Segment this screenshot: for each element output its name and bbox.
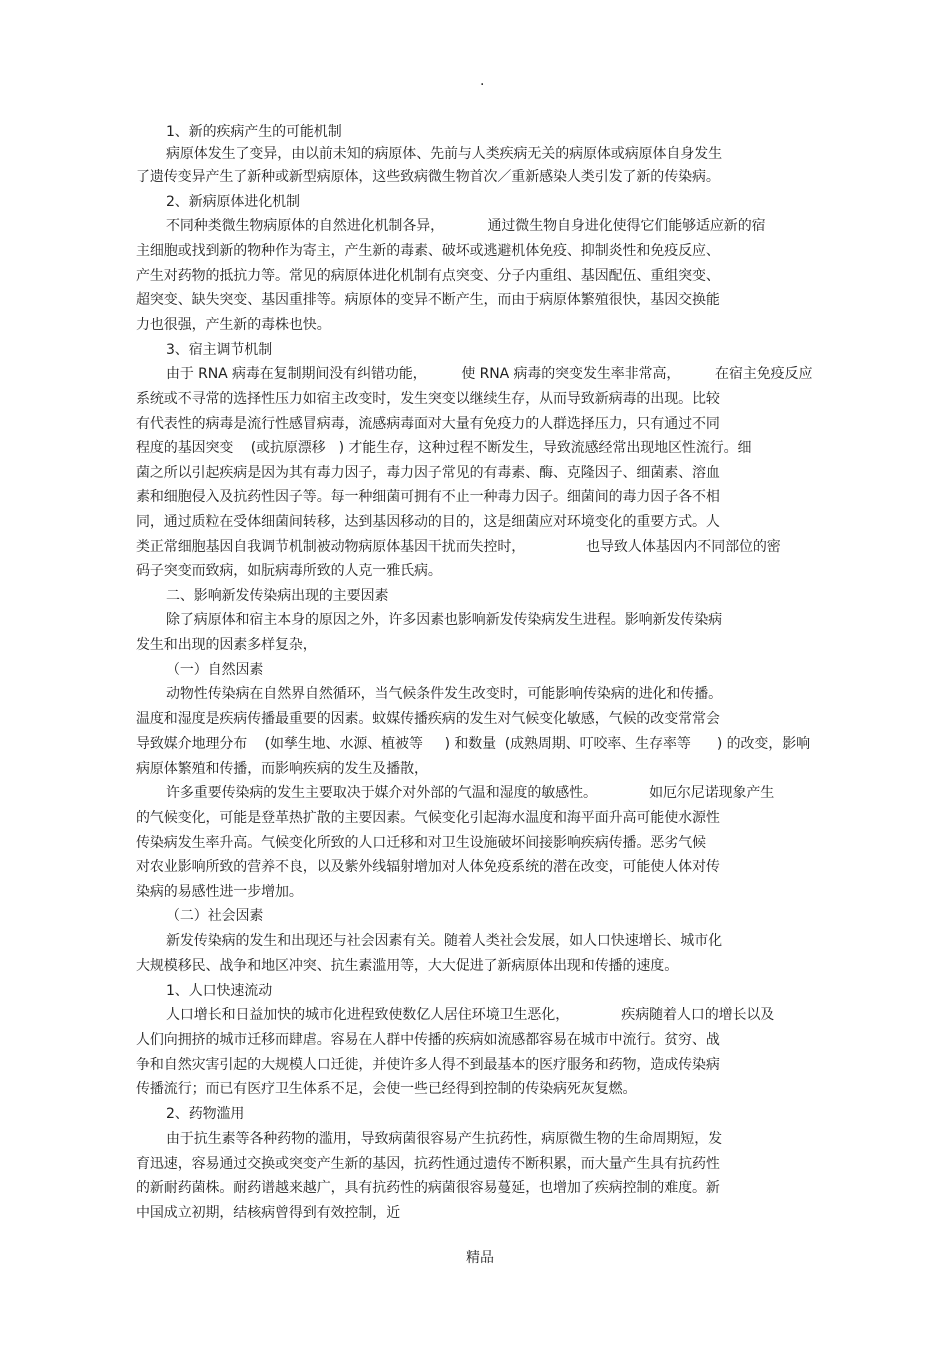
text-line: 码子突变而致病，如朊病毒所致的人克一雅氏病。 [136,563,442,579]
text-line: 的新耐药菌株。耐药谱越来越广，具有抗药性的病菌很容易蔓延，也增加了疾病控制的难度。新 [136,1180,720,1196]
text-line: 温度和湿度是疾病传播最重要的因素。蚊媒传播疾病的发生对气候变化敏感，气候的改变常常会 [136,711,720,727]
text-line: 人口增长和日益加快的城市化进程致使数亿人居住环境卫生恶化， 疾病随着人口的增长以及 [166,1007,775,1023]
text-line: 许多重要传染病的发生主要取决于媒介对外部的气温和湿度的敏感性。 如厄尔尼诺现象产生 [166,785,775,801]
text-line: 传染病发生率升高。气候变化所致的人口迁移和对卫生设施破坏间接影响疾病传播。恶劣气候 [136,835,706,851]
text-line: 导致媒介地理分布 (如孳生地、水源、植被等 ) 和数量 (成熟周期、叮咬率、生存率等 ) 的改变，影响 [136,736,810,752]
text-line: 力也很强，产生新的毒株也快。 [136,317,331,333]
text-line: （一）自然因素 [166,662,264,678]
text-line: 3、宿主调节机制 [166,342,273,358]
text-line: 的气候变化，可能是登革热扩散的主要因素。气候变化引起海水温度和海平面升高可能使水源性 [136,810,720,826]
text-line: 发生和出现的因素多样复杂， [136,637,317,653]
text-line: 新发传染病的发生和出现还与社会因素有关。随着人类社会发展，如人口快速增长、城市化 [166,933,722,949]
text-line: 2、药物滥用 [166,1106,245,1122]
text-line: 动物性传染病在自然界自然循环，当气候条件发生改变时，可能影响传染病的进化和传播。 [166,686,722,702]
page-footer: 精品 [466,1250,494,1266]
text-line: 由于 RNA 病毒在复制期间没有纠错功能， 使 RNA 病毒的突变发生率非常高， 在宿主免疫反应 [166,366,813,382]
text-line: 人们向拥挤的城市迁移而肆虐。容易在人群中传播的疾病如流感都容易在城市中流行。贫穷、战 [136,1032,720,1048]
text-line: 二、影响新发传染病出现的主要因素 [166,588,389,604]
text-line: 系统或不寻常的选择性压力如宿主改变时，发生突变以继续生存，从而导致新病毒的出现。比较 [136,391,720,407]
text-line: 中国成立初期，结核病曾得到有效控制，近 [136,1205,401,1221]
text-line: 了遗传变异产生了新种或新型病原体，这些致病微生物首次／重新感染人类引发了新的传染病。 [136,169,720,185]
text-line: 争和自然灾害引起的大规模人口迁徙，并使许多人得不到最基本的医疗服务和药物，造成传染病 [136,1057,720,1073]
header-dot: . [480,73,485,89]
text-line: 同，通过质粒在受体细菌间转移，达到基因移动的目的，这是细菌应对环境变化的重要方式。人 [136,514,720,530]
text-line: 除了病原体和宿主本身的原因之外，许多因素也影响新发传染病发生进程。影响新发传染病 [166,612,722,628]
text-line: 病原体发生了变异，由以前未知的病原体、先前与人类疾病无关的病原体或病原体自身发生 [166,146,722,162]
text-line: 1、新的疾病产生的可能机制 [166,124,342,140]
text-line: 由于抗生素等各种药物的滥用，导致病菌很容易产生抗药性，病原微生物的生命周期短，发 [166,1131,722,1147]
text-line: 大规模移民、战争和地区冲突、抗生素滥用等，大大促进了新病原体出现和传播的速度。 [136,958,679,974]
text-line: 超突变、缺失突变、基因重排等。病原体的变异不断产生，而由于病原体繁殖很快，基因交换能 [136,292,720,308]
text-line: 对农业影响所致的营养不良，以及紫外线辐射增加对人体免疫系统的潜在改变，可能使人体对传 [136,859,720,875]
text-line: 素和细胞侵入及抗药性因子等。每一种细菌可拥有不止一种毒力因子。细菌间的毒力因子各不相 [136,489,720,505]
text-line: （二）社会因素 [166,908,264,924]
text-line: 不同种类微生物病原体的自然进化机制各异， 通过微生物自身进化使得它们能够适应新的宿 [166,218,766,234]
text-line: 病原体繁殖和传播，而影响疾病的发生及播散， [136,761,428,777]
text-line: 传播流行；而已有医疗卫生体系不足，会使一些已经得到控制的传染病死灰复燃。 [136,1081,637,1097]
text-line: 有代表性的病毒是流行性感冒病毒，流感病毒面对大量有免疫力的人群选择压力，只有通过不同 [136,416,720,432]
text-line: 程度的基因突变 (或抗原漂移 ) 才能生存，这种过程不断发生，导致流感经常出现地区性流行。细 [136,440,752,456]
text-line: 菌之所以引起疾病是因为其有毒力因子，毒力因子常见的有毒素、酶、克隆因子、细菌素、溶血 [136,465,720,481]
text-line: 产生对药物的抵抗力等。常见的病原体进化机制有点突变、分子内重组、基因配伍、重组突变、 [136,268,720,284]
text-line: 主细胞或找到新的物种作为寄主，产生新的毒素、破坏或逃避机体免疫、抑制炎性和免疫反应、 [136,243,720,259]
text-line: 染病的易感性进一步增加。 [136,884,303,900]
text-line: 1、人口快速流动 [166,983,273,999]
text-line: 类正常细胞基因自我调节机制被动物病原体基因干扰而失控时， 也导致人体基因内不同部位的密 [136,539,781,555]
text-line: 育迅速，容易通过交换或突变产生新的基因，抗药性通过遗传不断积累，而大量产生具有抗药性 [136,1156,720,1172]
text-line: 2、新病原体进化机制 [166,194,300,210]
